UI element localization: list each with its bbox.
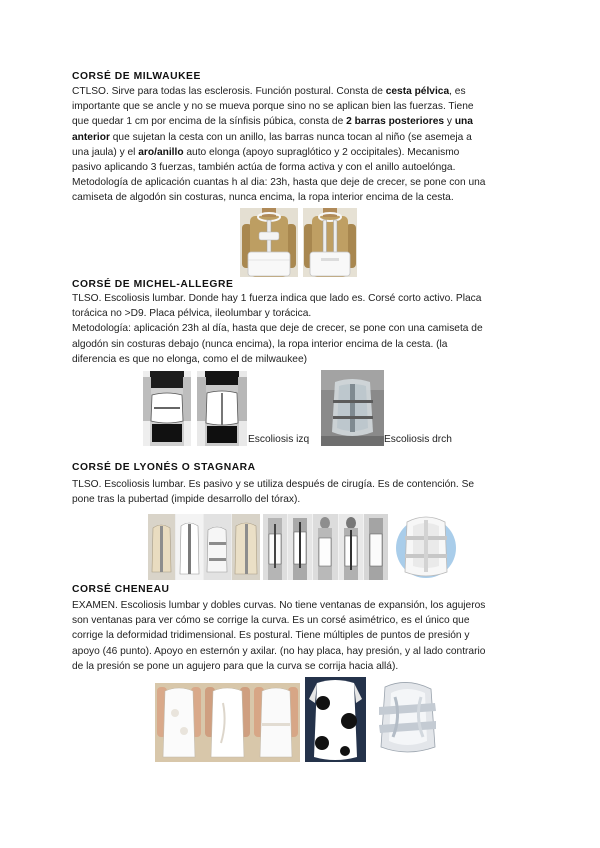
text-segment: y xyxy=(444,116,455,128)
text-line xyxy=(72,337,483,352)
photo-lyones-brace-models xyxy=(148,514,260,580)
text-line xyxy=(72,659,485,674)
text-line xyxy=(72,492,474,507)
text-segment: Metodología de aplicación cuantas h al dia: 23h, hasta que deje de crecer, se pone con una xyxy=(72,177,486,189)
photo-lyones-patients xyxy=(263,514,388,580)
photo-milwaukee-brace-front xyxy=(240,208,298,277)
photo-milwaukee-brace-back xyxy=(303,208,357,277)
photo-cheneau-brace-render xyxy=(369,677,446,755)
bold-text: 2 barras posteriores xyxy=(346,116,445,128)
caption-scoliosis-left: Escoliosis izq xyxy=(248,434,310,445)
text-segment: Metodología: aplicación 23h al día, hasta que deje de crecer, se pone con una camiseta de xyxy=(72,323,483,335)
text-segment: de la presión se pone un agujero para que la curva se corrija hacia allá). xyxy=(72,660,399,672)
text-line xyxy=(72,598,485,613)
paragraph-cheneau xyxy=(72,598,485,674)
section-title-milwaukee: CORSÉ DE MILWAUKEE xyxy=(72,71,201,82)
text-segment: camiseta de algodón sin costuras, nunca encima, la ropa interior encima de la cesta. xyxy=(72,192,454,204)
text-segment: diferencia es que no elonga, como el de milwaukee) xyxy=(72,353,308,365)
text-segment: torácica no >D9. Placa pélvica, ileolumbar y torácica. xyxy=(72,308,312,320)
photo-michel-allegre-patient-2 xyxy=(197,371,247,446)
text-segment: que sujetan la cesta con un anillo, las barras nunca tocan al niño (se asemeja a xyxy=(109,131,472,143)
bold-text: una xyxy=(454,116,473,128)
text-segment: auto elonga (apoyo supraglótico y 2 occipitales). Mecanismo xyxy=(183,146,460,158)
caption-scoliosis-right: Escoliosis drch xyxy=(384,434,452,445)
text-line xyxy=(72,84,485,99)
text-segment: algodón sin costuras debajo (nunca encima), la ropa interior encima de la cesta. (la xyxy=(72,338,448,350)
text-line xyxy=(72,644,485,659)
section-title-lyones-stagnara: CORSÉ DE LYONÉS O STAGNARA xyxy=(72,462,256,473)
text-line xyxy=(72,145,485,160)
paragraph-michel-allegre xyxy=(72,291,483,367)
text-segment: importante que se ancle y no se mueva porque sino no se aplican bien las fuerzas. Tiene xyxy=(72,101,474,113)
text-segment: TLSO. Escoliosis lumbar. Es pasivo y se utiliza después de cirugía. Es de contención. Se xyxy=(72,479,475,490)
text-segment: CTLSO. Sirve para todas las esclerosis. Función postural. Consta de xyxy=(72,86,386,97)
text-line xyxy=(72,130,485,145)
text-line xyxy=(72,175,485,190)
text-segment: una jaula) y el xyxy=(72,146,139,158)
text-segment: pone tras la pubertad (impide desarrollo del tórax). xyxy=(72,494,301,506)
text-line xyxy=(72,99,485,114)
photo-michel-allegre-patient-1 xyxy=(143,371,191,446)
paragraph-milwaukee xyxy=(72,84,485,206)
text-segment: EXAMEN. Escoliosis lumbar y dobles curvas. No tiene ventanas de expansión, los agujeros xyxy=(72,600,486,611)
text-line xyxy=(72,114,485,129)
text-segment: son ventanas para ver cómo se corrige la curva. Es un corsé asimétrico, es el único que xyxy=(72,615,470,627)
text-segment: TLSO. Escoliosis lumbar. Donde hay 1 fuerza indica que lado es. Corsé corto activo. Placa xyxy=(72,293,482,304)
text-segment: que quedar 1 cm por encima de la sínfisis púbica, consta de xyxy=(72,116,347,128)
section-title-cheneau: CORSÉ CHENEAU xyxy=(72,584,170,595)
text-line xyxy=(72,628,485,643)
photo-lyones-brace-render xyxy=(391,508,460,580)
bold-text: cesta pélvica xyxy=(385,86,450,97)
text-segment: apoyo (46 punto). Apoyo en esternón y axilar. (no hay placa, hay presión, y al lado contrario xyxy=(72,645,486,657)
text-line xyxy=(72,291,483,306)
photo-cheneau-patients xyxy=(155,683,300,762)
text-line xyxy=(72,306,483,321)
text-line xyxy=(72,160,485,175)
text-segment: corrige la deformidad tridimensional. Es postural. Tiene múltiples de puntos de presión y xyxy=(72,630,470,642)
photo-michel-allegre-transparent-brace xyxy=(321,370,384,446)
bold-text: aro/anillo xyxy=(138,146,184,158)
text-line xyxy=(72,477,474,492)
text-line xyxy=(72,613,485,628)
photo-cheneau-brace-pressure-points xyxy=(305,677,366,762)
text-line xyxy=(72,352,483,367)
text-segment: , es xyxy=(449,86,466,97)
text-line xyxy=(72,321,483,336)
text-segment: pasivo aplicando 3 fuerzas, también actúa de forma activa y con el anillo autoelónga. xyxy=(72,162,456,174)
section-title-michel-allegre: CORSÉ DE MICHEL-ALLEGRE xyxy=(72,279,234,290)
bold-text: anterior xyxy=(72,131,110,143)
text-line xyxy=(72,190,485,205)
paragraph-lyones-stagnara xyxy=(72,477,474,507)
